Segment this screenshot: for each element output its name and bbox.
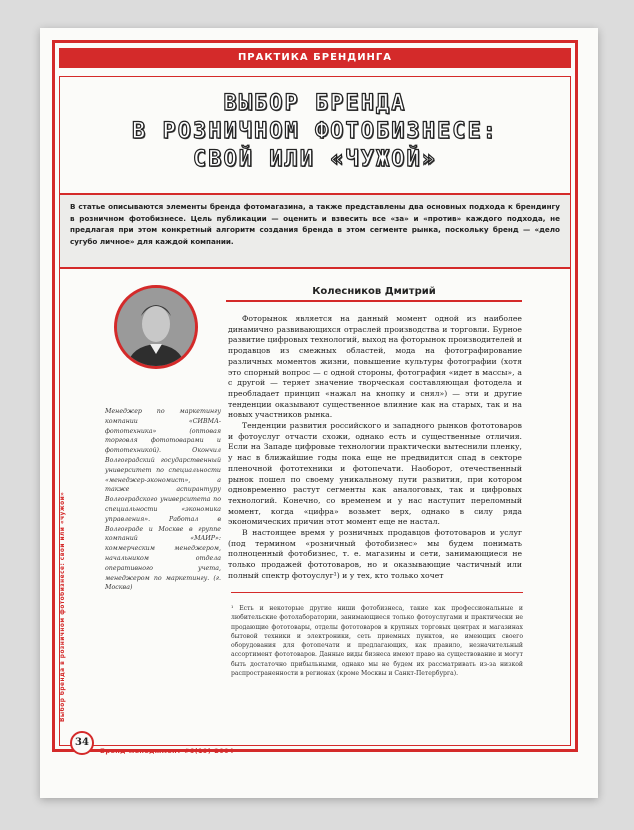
footnote: ¹ Есть и некоторые другие ниши фотобизнеса, такие как профессиональные и любительские фотолаборатории, занимающиеся только фотоуслугами и практически не продающие фототовары, отделы фототоваров в крупных торговых центрах и магазинах бытовой техники и электроники, сеть приемных пунктов, не имеющих своего оборудования для фотопечати и предлагающих, как правило, незначительный ассортимент фототоваров. Данные виды бизнеса имеют право на существование и могут быть достаточно прибыльными, однако мы не будем их рассматривать из-за низкой распространенности в регионах (кроме Москвы и Санкт-Петербурга). bbox=[231, 605, 523, 678]
journal-issue: Бренд-менеджмент #6(19)-2004 bbox=[100, 747, 234, 755]
author-bio: Менеджер по маркетингу компании «СИВМА-фототехника» (оптовая торговля фототоварами и фототехникой). Окончил Волгоградский государственный университет по специальности «менеджер-экономист», а также аспирантуру Волгоградского университета по специальности «экономика управления». Работал в Волгограде и Москве в группе компаний «МАИР»: коммерческим менеджером, начальником отдела оперативного учета, менеджером по маркетингу. (г. Москва) bbox=[105, 408, 221, 592]
section-header: ПРАКТИКА БРЕНДИНГА bbox=[59, 48, 571, 68]
author-divider bbox=[226, 300, 522, 302]
vertical-running-title: Выбор бренда в розничном фотобизнесе: свой или «чужой» bbox=[60, 491, 66, 722]
footnote-divider bbox=[231, 592, 523, 593]
paragraph: Фоторынок является на данный момент одной из наиболее динамично развивающихся отраслей производства и торговли. Бурное развитие цифровых технологий, выход на фоторынок производителей и продавцов из смежных областей, мода на фотографирование различных моментов жизни, повышение культуры фотографии (хотя это спорный вопрос — с одной стороны, фотография «идет в массы», а с другой — теряет значение творческая составляющая фотодела и преобладает принцип «нажал на кнопку и снял») — эти и другие тенденции оказывают существенное влияние как на старых, так и на новых участников рынка. bbox=[228, 314, 522, 420]
footer-divider bbox=[96, 745, 571, 746]
title-line-1: ВЫБОР БРЕНДА bbox=[223, 91, 407, 116]
author-photo bbox=[114, 285, 198, 369]
paragraph: Тенденции развития российского и западного рынков фототоваров и фотоуслуг отчасти схожи, однако есть и существенные отличия. Если на Западе цифровые технологии практически вытеснили пленку, у нас в ближайшие годы пока еще не предвидится спад в секторе пленочной фототехники и фотопечати. Наоборот, отечественный рынок пошел по своему уникальному пути развития, при котором одновременно растут сегменты как аналоговых, так и цифровых технологий. Конечно, со временем и у нас наступит переломный момент, когда «цифра» возьмет верх, однако в силу ряда экономических причин этот момент еще не настал. bbox=[228, 421, 522, 527]
title-line-3: СВОЙ ИЛИ «ЧУЖОЙ» bbox=[193, 147, 437, 172]
article-body bbox=[228, 314, 522, 582]
author-name: Колесников Дмитрий bbox=[312, 286, 436, 297]
paragraph: В настоящее время у розничных продавцов фототоваров и услуг (под термином «розничный фотобизнес» мы будем понимать полноценный фотобизнес, т. е. магазины и сети, занимающиеся не только продажей фототоваров, но и оказывающие частичный или полный спектр фотоуслуг¹) и у тех, кто только хочет bbox=[228, 528, 522, 580]
page-number: 34 bbox=[70, 731, 94, 755]
abstract: В статье описываются элементы бренда фотомагазина, а также представлены два основных подхода к брендингу в розничном фотобизнесе. Цель публикации — оценить и взвесить все «за» и «против» каждого подхода, не предлагая при этом конкретный алгоритм создания бренда в этом сегменте рынка, поскольку бренд — «дело сугубо личное» для каждой компании. bbox=[60, 193, 570, 269]
article-title bbox=[70, 90, 560, 174]
title-line-2: В РОЗНИЧНОМ ФОТОБИЗНЕСЕ: bbox=[132, 119, 498, 144]
